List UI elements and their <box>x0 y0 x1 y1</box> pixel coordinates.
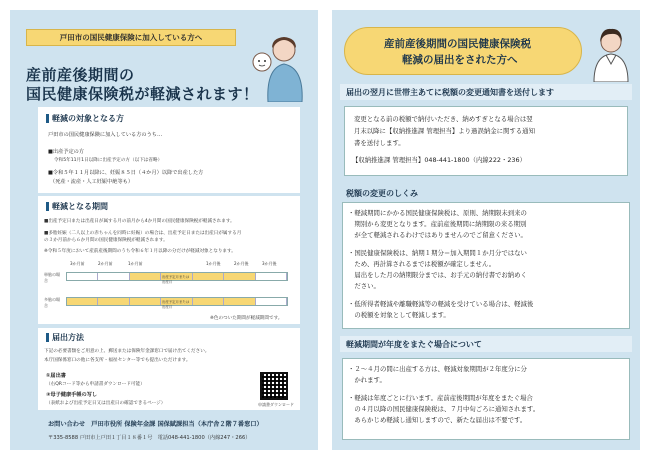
target-line: ■令和５年１１月以降に、妊娠８５日（４か月）以降で出産した方 <box>48 170 204 176</box>
month-label: 2か月後 <box>234 261 249 266</box>
multiple-birth-label: 多胎の場合 <box>44 297 60 308</box>
notice-bar-text: 届出の翌月に世帯主あてに税額の変更通知書を送付します <box>346 88 554 97</box>
month-label: 3か月前 <box>70 261 85 266</box>
target-line: 戸田市の国民健康保険に加入している方のうち… <box>48 132 163 138</box>
mechanism-line: ださい。 <box>348 282 380 290</box>
mechanism-line: ・国民健康保険税は、納期１期分＝加入期間１か月分ではない <box>348 249 527 257</box>
period-line: ■多胎妊娠（二人以上の赤ちゃんを同時に妊娠）の場合は、出産予定日または出産日が属する月 <box>44 231 242 236</box>
month-label: 3か月後 <box>262 261 277 266</box>
mechanism-line: ・低所得者軽減や離職軽減等の軽減を受けている場合は、軽減後 <box>348 300 534 308</box>
right-title-banner <box>344 27 582 75</box>
staff-illustration-icon <box>584 24 638 82</box>
month-label: 1か月前 <box>128 261 143 266</box>
left-title-line2: 国民健康保険税が軽減されます！ <box>26 85 259 103</box>
cross-year-heading: 軽減期間が年度をまたぐ場合について <box>346 340 482 349</box>
contact-address: 〒335-8588 戸田市上戸田１丁目１８番１号 電話048-441-1800（内線247・266） <box>48 435 251 441</box>
cross-year-line: かれます。 <box>348 376 386 384</box>
procedure-line: 下記の必要書類をご用意の上、郵送または保険年金課窓口で届け出てください。 <box>44 349 210 354</box>
month-label: 2か月前 <box>98 261 113 266</box>
mechanism-line: 届出をした月の納期限分までは、お手元の納付書でお納めく <box>348 271 527 279</box>
mechanism-line: ため、再計算されるまでは税額が確定しません。 <box>348 260 496 268</box>
mechanism-line: が全て軽減されるわけではありませんのでご留意ください。 <box>348 231 527 239</box>
right-title-line1: 産前産後期間の国民健康保険税 <box>384 38 531 50</box>
period-line: の３か月前から６か月間の国民健康保険税が軽減されます。 <box>44 238 168 243</box>
mother-baby-illustration-icon <box>246 28 308 102</box>
form-item-sub: （右QRコード等から申請書ダウンロード可能） <box>46 382 145 387</box>
single-birth-label: 単胎の場合 <box>44 272 60 283</box>
target-line: （死産・流産・人工妊娠中絶等も） <box>50 179 134 185</box>
mechanism-line: 期別から変更となります。産前産後期間に納期限の来る期別 <box>348 220 527 228</box>
collection-contact: 【収納推進課 管理担当】048-441-1800（内線222・236） <box>352 156 526 164</box>
multiple-birth-mark: 出産予定月または出産月 <box>162 300 190 309</box>
cross-year-line: の４月以降の国民健康保険税は、７月中旬ごろに通知されます。 <box>348 405 540 413</box>
download-qr-code[interactable] <box>260 372 288 400</box>
period-section-heading: 軽減となる期間 <box>52 202 108 211</box>
left-title-line1: 産前産後期間の <box>26 66 135 84</box>
handbook-item-sub: （表紙および出産予定日又は出産日の確認できるページ） <box>46 401 166 406</box>
target-section-heading: 軽減の対象となる方 <box>52 114 124 123</box>
target-line: ■出産予定の方 <box>48 149 85 155</box>
target-line: 令和5年11月1日以降に出産予定の方（以下は省略） <box>54 158 163 163</box>
contact-heading: お問い合わせ 戸田市役所 保険年金課 国保賦課担当（本庁舎２階７番窓口） <box>48 421 263 428</box>
notice-line: 変更となる前の税額で納付いただき、納めすぎとなる場合は翌 <box>354 115 533 123</box>
cross-year-line: ・軽減は年度ごとに行います。産前産後期間が年度をまたぐ場合 <box>348 394 533 402</box>
mechanism-line: ・軽減期間にかかる国民健康保険税は、原則、納期限未到来の <box>348 209 527 217</box>
procedure-section-heading: 届出方法 <box>52 333 84 342</box>
procedure-line: 本庁国保係窓口の他に各支所・福祉センター等でも提出いただけます。 <box>44 358 191 363</box>
notice-line: 書を送付します。 <box>354 139 405 147</box>
right-flyer-panel <box>332 10 640 450</box>
mechanism-line: の税額を対象として軽減します。 <box>348 311 450 319</box>
right-title-line2: 軽減の届出をされた方へ <box>402 54 518 66</box>
month-label: 1か月後 <box>206 261 221 266</box>
single-birth-mark: 出産予定月または出産月 <box>162 275 190 284</box>
cross-year-line: あらかじめ軽減し通知しますので、新たな届出は不要です。 <box>348 416 527 424</box>
cross-year-line: ・２～４月の間に出産する方は、軽減対象期間が２年度分に分 <box>348 365 527 373</box>
target-tag: 戸田市の国民健康保険に加入している方へ <box>26 29 236 46</box>
period-note: ※色のついた期間が軽減期間です。 <box>210 316 283 321</box>
period-line: ※令和５年度において産前産後期間のうち令和６年１月以降の分だけが軽減対象となります。 <box>44 249 236 254</box>
period-line: ■出産予定日または出産日が属する月の前月から4か月間の国民健康保険税が軽減されます。 <box>44 219 235 224</box>
left-flyer-panel <box>10 10 318 450</box>
form-item: ①届出書 <box>46 373 66 379</box>
qr-caption: 申請書ダウンロード <box>258 402 294 407</box>
notice-line: 月末以降に【収納推進課 管理担当】より過誤納金に関する通知 <box>354 127 535 135</box>
handbook-item: ②母子健康手帳の写し <box>46 392 98 398</box>
mechanism-heading: 税額の変更のしくみ <box>346 189 418 198</box>
